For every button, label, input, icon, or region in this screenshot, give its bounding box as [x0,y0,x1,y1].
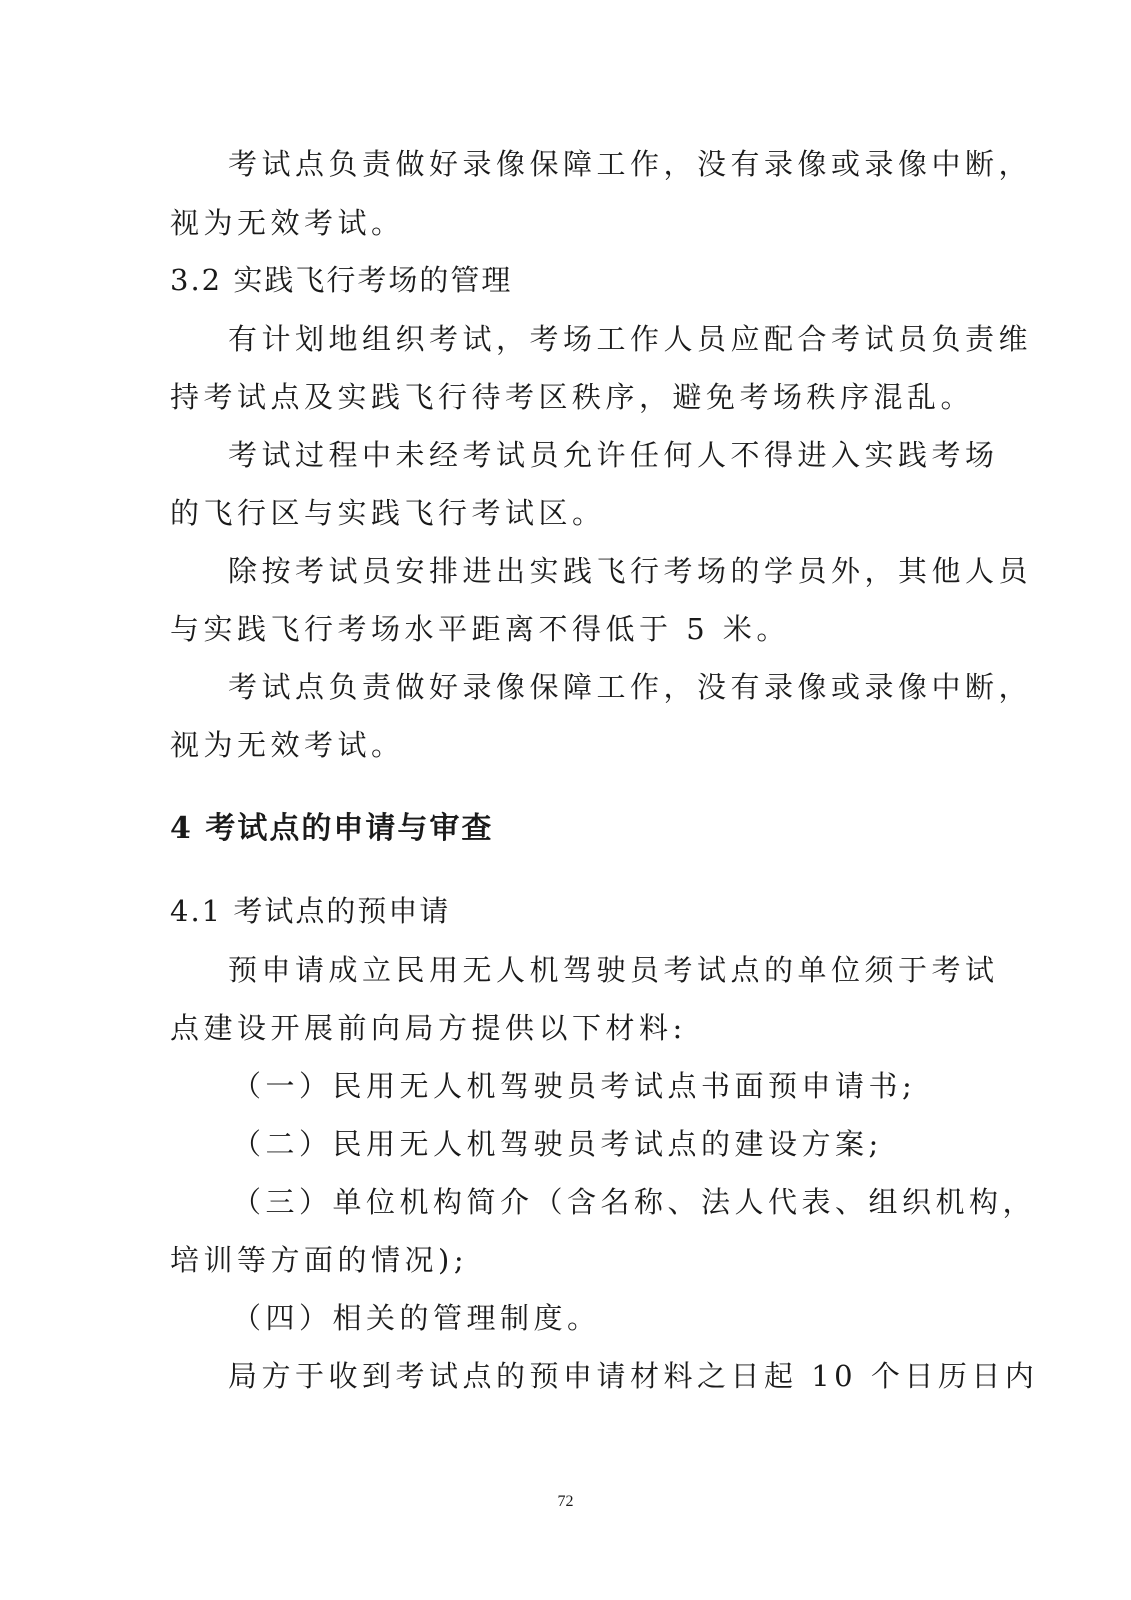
paragraph-recording-line1: 考试点负责做好录像保障工作，没有录像或录像中断， [228,147,1033,181]
list-item-1: （一）民用无人机驾驶员考试点书面预申请书; [232,1069,917,1103]
section-heading-4-1: 4.1 考试点的预申请 [170,894,451,928]
list-item-4: （四）相关的管理制度。 [232,1301,601,1335]
section-heading-3-2: 3.2 实践飞行考场的管理 [170,263,513,297]
paragraph-entry-line1: 考试过程中未经考试员允许任何人不得进入实践考场 [228,438,999,472]
paragraph-entry-line2: 的飞行区与实践飞行考试区。 [170,496,606,530]
paragraph-review-line1: 局方于收到考试点的预申请材料之日起 10 个日历日内 [228,1359,1039,1393]
section-heading-4: 4 考试点的申请与审查 [170,811,494,846]
paragraph-distance-line1: 除按考试员安排进出实践飞行考场的学员外，其他人员 [228,554,1033,588]
paragraph-preapply-line2: 点建设开展前向局方提供以下材料: [170,1011,687,1045]
paragraph-organize-line2: 持考试点及实践飞行待考区秩序，避免考场秩序混乱。 [170,380,975,414]
paragraph-organize-line1: 有计划地组织考试，考场工作人员应配合考试员负责维 [228,322,1033,356]
list-item-3-line1: （三）单位机构简介（含名称、法人代表、组织机构， [232,1185,1037,1219]
page-number: 72 [557,1493,574,1510]
paragraph-distance-line2: 与实践飞行考场水平距离不得低于 5 米。 [170,612,790,646]
paragraph-recording2-line2: 视为无效考试。 [170,728,405,762]
paragraph-recording-line2: 视为无效考试。 [170,206,405,240]
list-item-3-line2: 培训等方面的情况); [170,1243,469,1277]
list-item-2: （二）民用无人机驾驶员考试点的建设方案; [232,1127,883,1161]
paragraph-recording2-line1: 考试点负责做好录像保障工作，没有录像或录像中断， [228,670,1033,704]
paragraph-preapply-line1: 预申请成立民用无人机驾驶员考试点的单位须于考试 [228,953,999,987]
